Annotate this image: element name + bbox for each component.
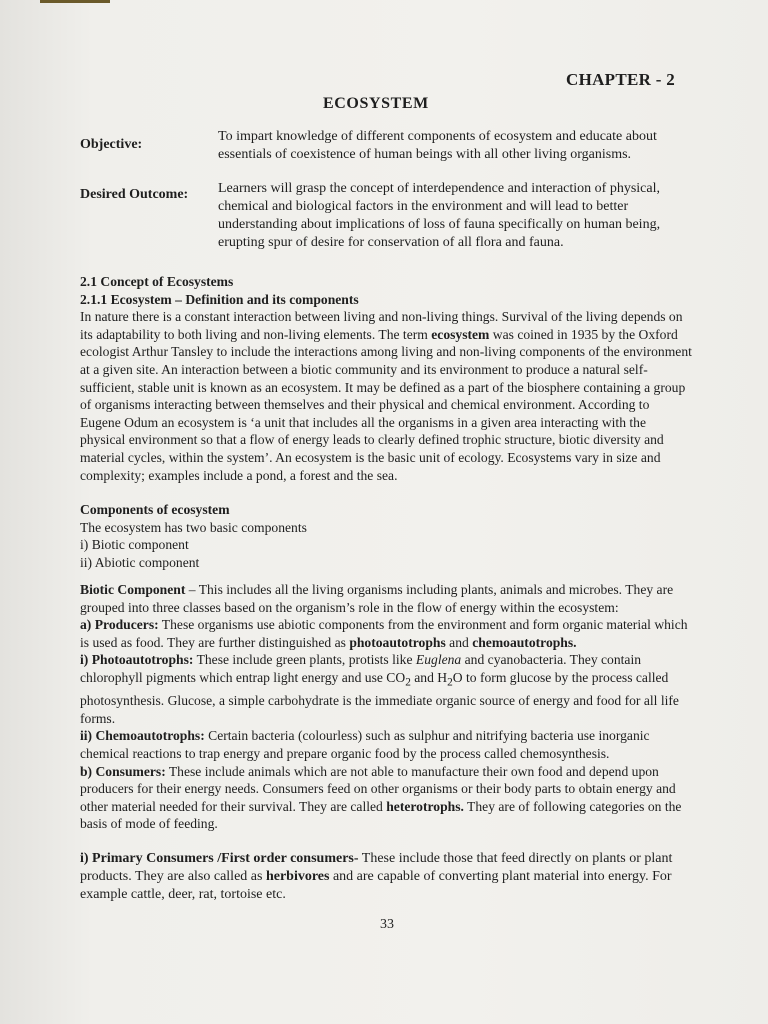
chapter-label: CHAPTER - 2 (566, 70, 676, 89)
component-item-biotic: i) Biotic component (80, 537, 189, 553)
biotic-section (80, 581, 692, 833)
subscript-h2o: 2 (447, 676, 453, 689)
biotic-text: – This includes all the living organisms including plants, animals and microbes. They are grouped into three classes based on the organism’s role in the flow of energy within the ecosystem: (80, 582, 674, 615)
definition-paragraph (80, 308, 692, 484)
ecosystem-section (80, 273, 692, 484)
component-item-abiotic: ii) Abiotic component (80, 554, 200, 570)
subscript-co2: 2 (405, 676, 411, 689)
conjunction-and: and (445, 634, 473, 650)
scan-edge-mark (40, 0, 110, 3)
producers-label: a) Producers: (80, 617, 159, 633)
photoautotrophs-label: i) Photoautotrophs: (80, 652, 194, 668)
term-chemoautotrophs: chemoautotrophs. (472, 634, 577, 650)
chemoautotrophs-text: Certain bacteria (colourless) such as sulphur and nitrifying bacteria use inorganic chemical reactions to trap energy and prepare organic food by the process called chemosynthesis. (80, 728, 650, 762)
consumers-label: b) Consumers: (80, 763, 166, 779)
photoautotrophs-text-d: O to form glucose by the process called photosynthesis. Glucose, a simple carbohydrate is the immediate organic source of energy and food for all life forms. (80, 669, 679, 726)
definition-text-b: was coined in 1935 by the Oxford ecologist Arthur Tansley to include the interactions among living and non-living components of the environment at a given site. An interaction between a biotic community and its environment to produce a natural self-sufficient, stable unit is known as an ecosystem. It may be defined as a part of the biosphere containing a group of organisms interacting between themselves and their physical and chemical environment. According to Eugene Odum an ecosystem is ‘a unit that includes all the organisms in a given area interacting with the physical environment so that a flow of energy leads to clearly defined trophic structure, biotic diversity and material cycles, within the system’. An ecosystem is the basic unit of ecology. Ecosystems vary in size and complexity; examples include a pond, a forest and the sea. (80, 326, 692, 483)
consumers-text-b: They are of following categories on the basis of mode of feeding. (80, 798, 682, 832)
term-photoautotrophs: photoautotrophs (349, 634, 446, 650)
photoautotrophs-text-a: These include green plants, protists like (193, 652, 416, 668)
producers-text: These organisms use abiotic components from the environment and form organic material which is used as food. They are further distinguished as (80, 617, 688, 650)
objective-label: Objective: (80, 137, 143, 152)
term-euglena: Euglena (415, 652, 462, 668)
primary-consumers-paragraph (80, 850, 692, 904)
section-heading: 2.1 Concept of Ecosystems (80, 274, 234, 289)
components-intro: The ecosystem has two basic components (80, 519, 307, 535)
primary-consumers-label: i) Primary Consumers /First order consumers- (80, 851, 359, 866)
subsection-heading: 2.1.1 Ecosystem – Definition and its components (80, 291, 359, 307)
chemoautotrophs-label: ii) Chemoautotrophs: (80, 728, 205, 744)
term-ecosystem: ecosystem (431, 326, 490, 342)
definition-text-a: In nature there is a constant interaction between living and non-living things. Survival of the living depends on its adaptability to both living and non-living elements. The term (80, 309, 683, 342)
photoautotrophs-text-c: and H (410, 669, 448, 685)
primary-consumers-section (80, 850, 692, 904)
term-herbivores: herbivores (265, 869, 330, 884)
term-heterotrophs: heterotrophs. (386, 798, 464, 814)
chapter-title: ECOSYSTEM (323, 95, 429, 112)
consumers-text: These include animals which are not able to manufacture their own food and depend upon producers for their energy needs. Consumers feed on other organisms or their body parts to obtain energy and other material needed for their survival. They are called (80, 763, 676, 814)
photoautotrophs-paragraph (80, 651, 692, 727)
primary-consumers-text-a: These include those that feed directly on plants or plant products. They are also called as (80, 851, 673, 884)
components-heading: Components of ecosystem (80, 502, 230, 517)
biotic-paragraph (80, 581, 692, 616)
outcome-text: Learners will grasp the concept of interdependence and interaction of physical, chemical and biological factors in the environment and will lead to better understanding about implications of loss of fauna specifically on human being, erupting spur of desire for conservation of all flora and fauna. (218, 181, 661, 250)
outcome-label: Desired Outcome: (80, 187, 189, 202)
chemoautotrophs-paragraph (80, 727, 692, 762)
primary-consumers-text-b: and are capable of converting plant material into energy. For example cattle, deer, rat, tortoise etc. (80, 869, 672, 902)
photoautotrophs-text-b: and cyanobacteria. They contain chlorophyll pigments which entrap light energy and use CO (80, 652, 642, 685)
page-number: 33 (380, 917, 394, 932)
components-section (80, 501, 692, 571)
biotic-label: Biotic Component (80, 582, 186, 597)
objective-text: To impart knowledge of different components of ecosystem and educate about essentials of coexistence of human beings with all other living organisms. (218, 129, 657, 162)
consumers-paragraph (80, 763, 692, 833)
producers-paragraph (80, 616, 692, 651)
